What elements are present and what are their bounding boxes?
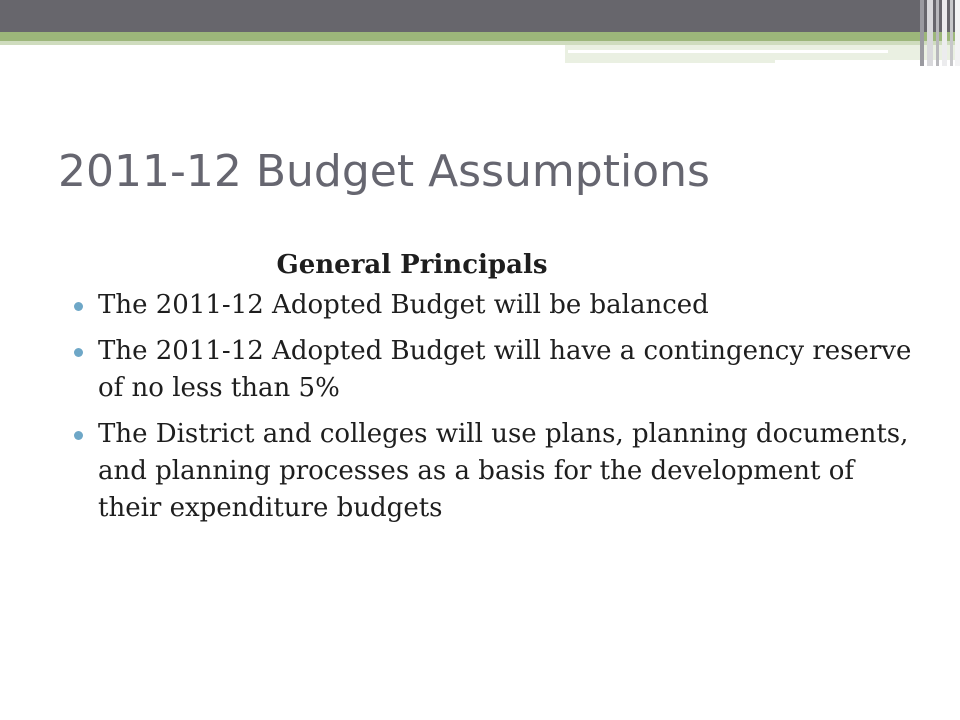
- bullet-item: [62, 287, 922, 324]
- banner-white-line: [568, 50, 888, 53]
- slide-body: [62, 243, 922, 527]
- decorative-vertical-bar: [927, 0, 933, 66]
- bullet-text: The 2011-12 Adopted Budget will be balanced: [98, 290, 709, 320]
- bullet-text: The District and colleges will use plans, planning documents, and planning processes as a basis for the development of their expenditure budgets: [98, 419, 909, 523]
- bullet-item: [62, 416, 922, 527]
- bullet-dot-icon: [74, 348, 83, 357]
- bullet-text: The 2011-12 Adopted Budget will have a contingency reserve of no less than 5%: [98, 336, 912, 403]
- bullet-item: [62, 333, 922, 407]
- bullet-dot-icon: [74, 431, 83, 440]
- banner-green-band: [0, 32, 960, 41]
- decorative-vertical-bar: [920, 0, 924, 66]
- slide-title: 2011-12 Budget Assumptions: [58, 146, 710, 197]
- section-subheading: General Principals: [276, 250, 548, 280]
- bullet-list: [62, 287, 922, 527]
- decorative-vertical-bar: [950, 0, 953, 66]
- bullet-dot-icon: [74, 302, 83, 311]
- decorative-vertical-bar: [942, 0, 947, 66]
- decorative-vertical-bar: [936, 0, 939, 66]
- banner-dark-band: [0, 0, 960, 32]
- decorative-vertical-bar: [955, 0, 960, 66]
